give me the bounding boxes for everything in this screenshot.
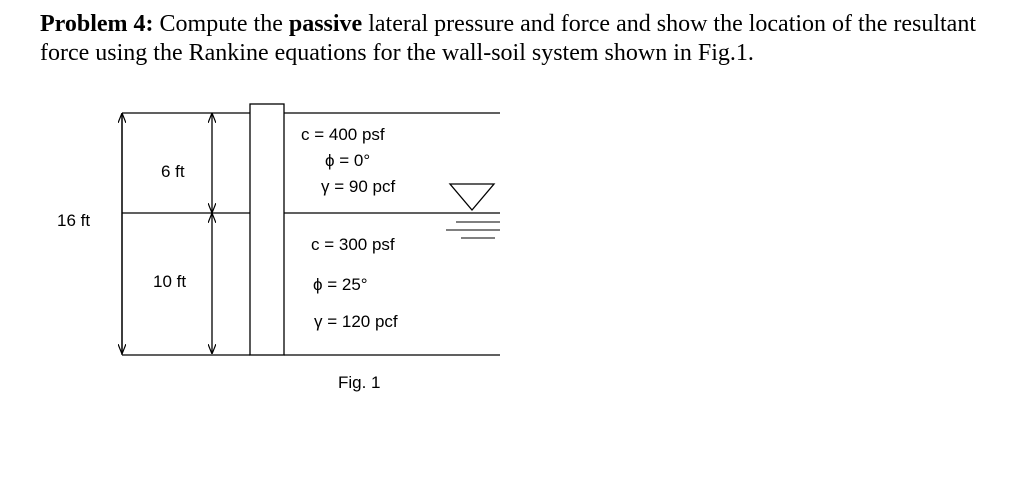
problem-text-1: Compute the [153,11,289,37]
lower-height-label: 10 ft [153,272,187,291]
layer1-cohesion: c = 400 psf [301,125,385,144]
retaining-wall [250,104,284,355]
problem-label: Problem 4: [40,11,154,37]
layer2-friction-angle: ϕ = 25° [313,275,368,294]
problem-bold-word: passive [288,11,363,37]
total-height-label: 16 ft [57,211,91,230]
figure-caption: Fig. 1 [338,373,381,392]
layer2-unit-weight: γ = 120 pcf [314,312,398,331]
layer2-cohesion: c = 300 psf [311,235,395,254]
problem-text-2: lateral pressure and force and show the location of the resultant force using the Rankine equations for the wall-soil system shown in Fig.1. [40,11,976,66]
upper-height-label: 6 ft [161,162,185,181]
layer1-unit-weight: γ = 90 pcf [321,177,396,196]
layer1-friction-angle: ϕ = 0° [325,151,371,170]
water-table-icon [450,184,494,210]
